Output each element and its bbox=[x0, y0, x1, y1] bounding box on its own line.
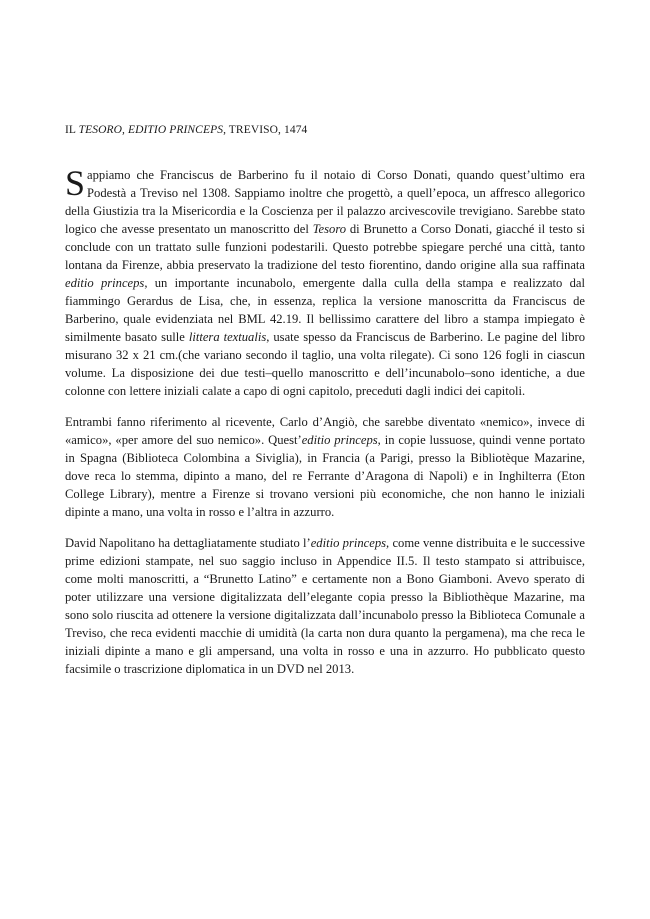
paragraph-text: appiamo che Franciscus de Barberino fu il notaio di Corso Donati, quando quest’ultimo era Podestà a Treviso nel 1308. Sappiamo inoltre che progettò, a quell’epoca, un affresco allegorico della Giustizia tra la Misericordia e la Coscienza per il palazzo arcivescovile trevigiano. Sarebbe stato logico che avesse presentato un manoscritto del bbox=[65, 168, 585, 236]
heading-italic-title: TESORO, EDITIO PRINCEPS bbox=[78, 124, 224, 136]
paragraph-2 bbox=[65, 413, 585, 521]
section-heading bbox=[65, 124, 307, 136]
paragraph-text: David Napolitano ha dettagliatamente studiato l’ bbox=[65, 536, 311, 550]
italic-term: editio princeps bbox=[301, 433, 378, 447]
paragraph-1 bbox=[65, 163, 585, 400]
paragraph-text: come venne distribuita e le successive prime edizioni stampate, nel suo saggio incluso in Appendice II.5. Il testo stampato si attribuisce, come molti manoscritti, a “Brunetto Latino” e certamente non a Bono Giamboni. Avevo sperato di poter utilizzare una versione digitalizzata dell’elegante copia presso la Bibliothèque Mazarine, ma sono solo riuscita ad ottenere la versione digitalizzata dall’incunabolo presso la Biblioteca Comunale a Treviso, che reca evidenti macchie di umidità (la carta non dura quanto la pergamena), ma che reca le iniziali dipinte a mano e gli ampersand, una volta in rosso e una in azzurro. Ho pubblicato questo facsimile o trascrizione diplomatica in un DVD nel 2013. bbox=[65, 536, 585, 676]
body-text bbox=[65, 163, 585, 691]
paragraph-text: Entrambi fanno riferimento al ricevente, Carlo d’Angiò, che sarebbe diventato «nemico», invece di «amico», «per amore del suo nemico». Quest’ bbox=[65, 415, 585, 447]
paragraph-3 bbox=[65, 534, 585, 678]
paragraph-text: , usate spesso da Franciscus de Barberino. Le pagine del libro misurano 32 x 21 cm.(che variano secondo il taglio, una volta rilegate). Ci sono 126 fogli in ciascun volume. La disposizione dei due testi–quello manoscritto e dell’incunabolo–sono identiche, a due colonne con lettere iniziali calate a capo di ogni capitolo, preceduti dagli indici dei capitoli. bbox=[65, 330, 585, 398]
heading-suffix: , TREVISO, 1474 bbox=[223, 124, 308, 136]
drop-cap: S bbox=[65, 163, 86, 203]
paragraph-text: , in copie lussuose, quindi venne portato in Spagna (Biblioteca Colombina a Siviglia), in Francia (a Parigi, presso la Bibliotèque Mazarine, dove reca lo stemma, dipinto a mano, del re Ferrante d’Aragona di Napoli) e in Inghilterra (Eton College Library), mentre a Firenze si trovano versioni più economiche, che non hanno le iniziali dipinte a mano, una volta in rosso e l’altra in azzurro. bbox=[65, 433, 585, 519]
heading-prefix: IL bbox=[65, 124, 79, 136]
italic-term: editio princeps, bbox=[310, 536, 390, 550]
italic-term: editio princeps bbox=[65, 276, 145, 290]
paragraph-text: di Brunetto a Corso Donati, giacché il testo si conclude con un trattato sulle funzioni podestarili. Questo potrebbe spiegare perché una città, tanto lontana da Firenze, abbia preservato la tradizione del testo fiorentino, dando origine alla sua raffinata bbox=[65, 222, 585, 272]
paragraph-text: , un importante incunabolo, emergente dalla culla della stampa e realizzato dal fiammingo Gerardus de Lisa, che, in essenza, replica la versione manoscritta da Franciscus de Barberino, quale evidenziata nel BML 42.19. Il bellissimo carattere del libro a stampa impiegato è similmente basato sulle bbox=[65, 276, 585, 344]
italic-title: Tesoro bbox=[312, 222, 347, 236]
italic-term: littera textualis bbox=[188, 330, 267, 344]
